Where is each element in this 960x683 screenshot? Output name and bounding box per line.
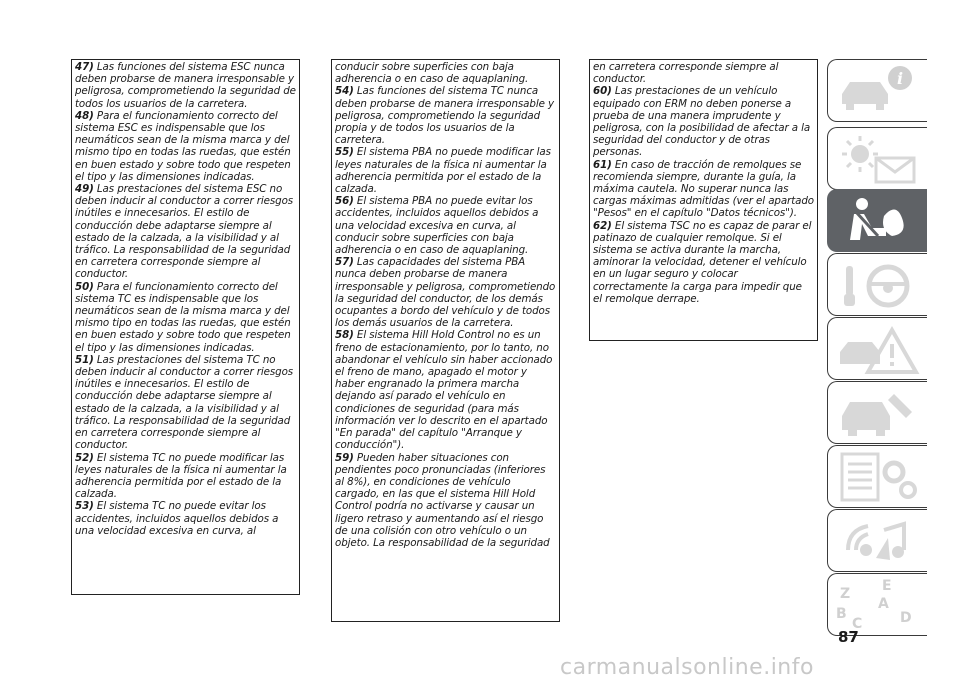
- note-text: Las prestaciones del sistema TC no deben inducir al conductor a correr riesgos inútiles e innecesarios. El estilo de conducción debe adaptarse siempre al estado de la calzada, a la visibilidad y al tráfico. La responsabilidad de la seguridad en carretera corresponde siempre al conductor.: [75, 353, 294, 452]
- note-number: 58): [335, 329, 354, 342]
- note-text: Las funciones del sistema TC nunca deben probarse de manera irresponsable y peligrosa, comprometiendo la seguridad propia y de todos los usuarios de la carretera.: [335, 85, 554, 147]
- notes-column-3: [589, 59, 818, 341]
- index-letter: C: [852, 616, 863, 632]
- tab-warning-lights[interactable]: [827, 127, 927, 190]
- car-info-icon: [828, 60, 927, 122]
- index-letter: D: [900, 610, 912, 626]
- note-paragraph: [593, 61, 814, 85]
- seat-airbag-icon: [828, 190, 927, 252]
- note-text: Las funciones del sistema ESC nunca deben probarse de manera irresponsable y peligrosa, comprometiendo la seguridad de todos los usuarios de la carretera.: [75, 61, 296, 110]
- tab-safety[interactable]: [827, 189, 927, 252]
- note-number: 53): [75, 500, 94, 513]
- note-text: Para el funcionamiento correcto del sistema ESC es indispensable que los neumáticos sean de la misma marca y del mismo tipo en todas las ruedas, que estén en buen estado y sobre todo que respeten el tipo y las dimensiones indicadas.: [75, 109, 291, 183]
- technical-data-icon: [828, 446, 927, 508]
- note-number: 57): [335, 256, 354, 269]
- note-number: 60): [593, 85, 612, 98]
- note-paragraph: [75, 183, 296, 281]
- note-paragraph: [335, 329, 556, 451]
- tab-multimedia[interactable]: [827, 509, 927, 572]
- note-paragraph: [335, 256, 556, 329]
- note-number: 50): [75, 280, 94, 293]
- note-number: 49): [75, 183, 94, 196]
- note-paragraph: [335, 452, 556, 550]
- note-paragraph: [335, 195, 556, 256]
- note-text: El sistema PBA no puede evitar los accidentes, incluidos aquellos debidos a una velocidad excesiva en curva, al conducir sobre superficies con baja adherencia o en caso de aquaplaning.: [335, 195, 539, 257]
- note-number: 55): [335, 146, 354, 159]
- note-text: El sistema TSC no es capaz de parar el patinazo de cualquier remolque. Si el sistema se activa durante la marcha, aminorar la velocidad, detener el vehículo en un lugar seguro y colocar correctamente la carga para impedir que el remolque derrape.: [593, 219, 812, 305]
- note-text: Las prestaciones de un vehículo equipado con ERM no deben ponerse a prueba de una manera imprudente y peligrosa, con la posibilidad de afectar a la seguridad del conductor y de otras personas.: [593, 85, 811, 159]
- tab-maintenance[interactable]: [827, 381, 927, 444]
- note-paragraph: [335, 146, 556, 195]
- multimedia-icon: [828, 510, 927, 572]
- page-number: 87: [838, 628, 859, 646]
- note-paragraph: [75, 452, 296, 501]
- note-paragraph: [75, 354, 296, 452]
- note-paragraph: [593, 220, 814, 305]
- alphabetical-index-icon: [828, 574, 927, 636]
- note-text: En caso de tracción de remolques se recomienda siempre, durante la guía, la máxima cautela. No superar nunca las cargas máximas admitidas (ver el apartado "Pesos" en el capítulo "Datos técnicos").: [593, 158, 814, 220]
- note-text: en carretera corresponde siempre al conductor.: [593, 61, 779, 86]
- note-text: El sistema TC no puede modificar las leyes naturales de la física ni aumentar la adherencia permitida por el estado de la calzada.: [75, 451, 287, 501]
- note-text: Para el funcionamiento correcto del sistema TC es indispensable que los neumáticos sean de la misma marca y del mismo tipo en todas las ruedas, que estén en buen estado y sobre todo que respeten el tipo y las dimensiones indicadas.: [75, 280, 291, 354]
- note-paragraph: [593, 159, 814, 220]
- tab-car-info[interactable]: [827, 59, 927, 122]
- notes-column-1: [71, 59, 300, 595]
- tab-starting-driving[interactable]: [827, 253, 927, 316]
- note-paragraph: [75, 500, 296, 537]
- car-service-icon: [828, 382, 927, 444]
- note-number: 52): [75, 451, 94, 464]
- note-number: 62): [593, 219, 612, 232]
- note-number: 47): [75, 61, 94, 73]
- watermark: carmanualsonline.info: [560, 655, 814, 680]
- note-number: 59): [335, 451, 354, 464]
- tab-emergency[interactable]: [827, 317, 927, 380]
- key-steering-wheel-icon: [828, 254, 927, 316]
- svg-text:i: i: [896, 69, 904, 88]
- index-letter: Z: [840, 586, 851, 602]
- warning-lights-icon: [828, 128, 927, 190]
- note-text: El sistema TC no puede evitar los accidentes, incluidos aquellos debidos a una velocidad excesiva en curva, al: [75, 500, 279, 537]
- note-paragraph: [75, 281, 296, 354]
- index-letter: E: [882, 578, 892, 594]
- note-text: Las prestaciones del sistema ESC no deben inducir al conductor a correr riesgos inútiles e innecesarios. El estilo de conducción debe adaptarse siempre al estado de la calzada, a la visibilidad y al tráfico. La responsabilidad de la seguridad en carretera corresponde siempre al conductor.: [75, 183, 294, 281]
- note-paragraph: [593, 85, 814, 158]
- note-number: 51): [75, 353, 94, 366]
- index-letter: B: [836, 606, 847, 622]
- note-text: El sistema Hill Hold Control no es un freno de estacionamiento, por lo tanto, no abandonar el vehículo sin haber accionado el freno de mano, apagado el motor y haber engranado la primera marcha dejando así parado el vehículo en condiciones de seguridad (para más información ver lo descrito en el apartado "En parada" del capítulo "Arranque y conducción").: [335, 329, 553, 452]
- note-text: El sistema PBA no puede modificar las leyes naturales de la física ni aumentar la adherencia permitida por el estado de la calzada.: [335, 146, 551, 196]
- note-paragraph: [335, 61, 556, 85]
- tab-technical-data[interactable]: [827, 445, 927, 508]
- note-text: conducir sobre superficies con baja adherencia o en caso de aquaplaning.: [335, 61, 529, 86]
- notes-column-2: [331, 59, 560, 622]
- note-paragraph: [335, 85, 556, 146]
- tab-index[interactable]: [827, 573, 927, 636]
- note-number: 48): [75, 109, 94, 122]
- note-text: Las capacidades del sistema PBA nunca deben probarse de manera irresponsable y peligrosa, comprometiendo la seguridad del conductor, de los demás ocupantes a bordo del vehículo y de todos los demás usuarios de la carretera.: [335, 256, 556, 330]
- note-text: Pueden haber situaciones con pendientes poco pronunciadas (inferiores al 8%), en condiciones de vehículo cargado, en las que el sistema Hill Hold Control podría no activarse y causar un ligero retraso y aumentando así el riesgo de una colisión con otro vehículo o un objeto. La responsabilidad de la seguridad: [335, 451, 550, 549]
- emergency-triangle-icon: [828, 318, 927, 380]
- note-number: 56): [335, 195, 354, 208]
- index-letter: A: [878, 596, 889, 612]
- note-number: 61): [593, 158, 612, 171]
- note-paragraph: [75, 110, 296, 183]
- note-paragraph: [75, 61, 296, 110]
- note-number: 54): [335, 85, 354, 98]
